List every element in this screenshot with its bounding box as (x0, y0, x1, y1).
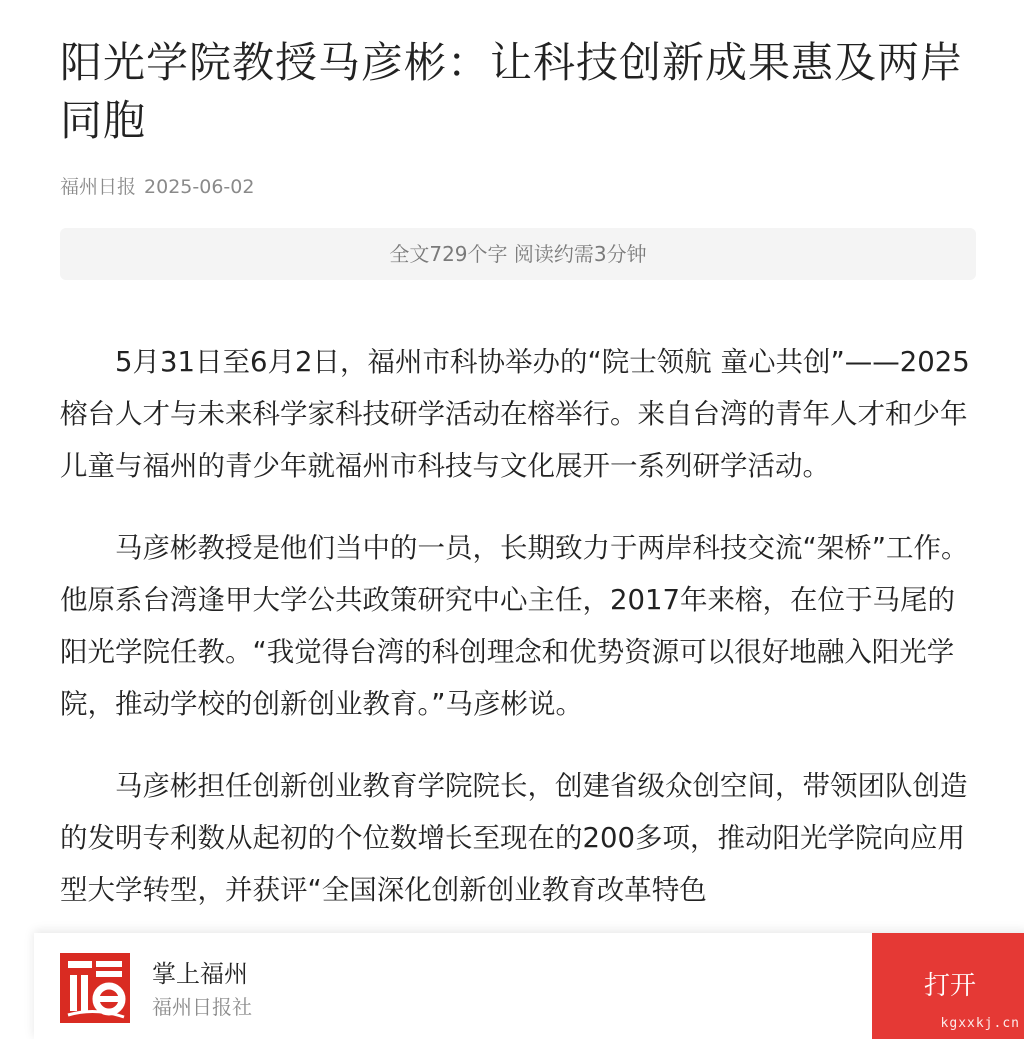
app-download-bar[interactable] (34, 933, 1024, 1039)
article-paragraph: 马彦彬教授是他们当中的一员，长期致力于两岸科技交流“架桥”工作。他原系台湾逢甲大学公共政策研究中心主任，2017年来榕，在位于马尾的阳光学院任教。“我觉得台湾的科创理念和优势资源可以很好地融入阳光学院，推动学校的创新创业教育。”马彦彬说。 (60, 532, 969, 720)
open-app-button[interactable]: 打开 (872, 933, 1024, 1039)
app-logo-icon (60, 953, 130, 1023)
article-source: 福州日报 (60, 176, 137, 198)
reading-info-box: 全文729个字 阅读约需3分钟 (60, 228, 976, 280)
article-meta (60, 174, 976, 200)
article-body (60, 336, 976, 916)
app-publisher: 福州日报社 (152, 995, 252, 1019)
article-title: 阳光学院教授马彦彬：让科技创新成果惠及两岸同胞 (60, 38, 964, 145)
article-paragraph: 5月31日至6月2日，福州市科协举办的“院士领航 童心共创”——2025榕台人才与未来科学家科技研学活动在榕举行。来自台湾的青年人才和少年儿童与福州的青少年就福州市科技与文化展开一系列研学活动。 (60, 346, 970, 482)
article (60, 0, 976, 946)
article-paragraph: 马彦彬担任创新创业教育学院院长，创建省级众创空间，带领团队创造的发明专利数从起初的个位数增长至现在的200多项，推动阳光学院向应用型大学转型，并获评“全国深化创新创业教育改革特色 (60, 770, 968, 906)
app-name: 掌上福州 (152, 960, 248, 988)
article-date: 2025-06-02 (144, 176, 255, 198)
watermark-text: kgxxkj.cn (940, 1016, 1020, 1031)
